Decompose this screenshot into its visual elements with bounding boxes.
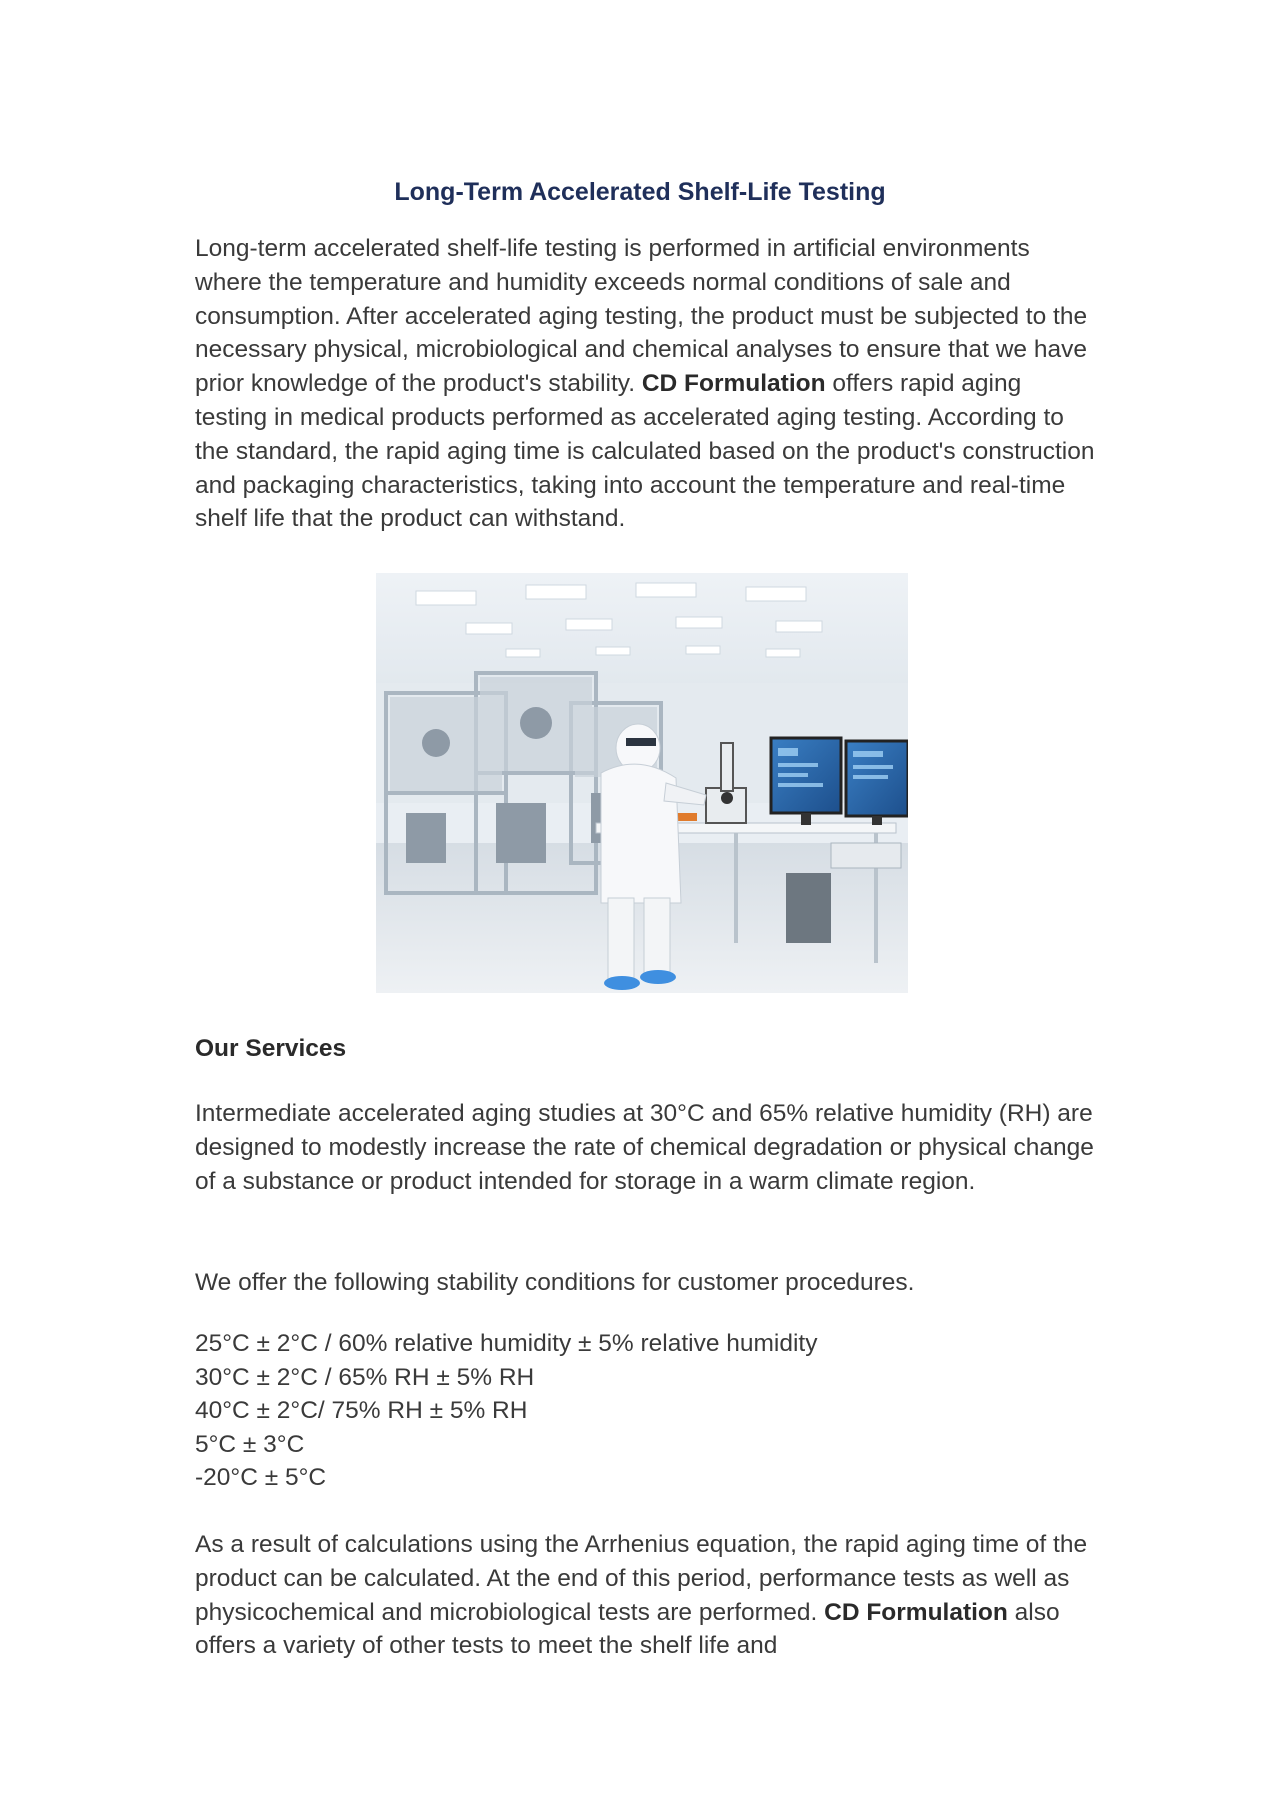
page-title: Long-Term Accelerated Shelf-Life Testing <box>394 178 886 206</box>
intro-text-start: Long-term accelerated shelf-life testing is performed in artificial environments where the temperature and humidity exceeds normal conditions of sale and consumption. After accelerated aging testing, the product must be subjected to the necessary physical, microbiological and chemical analyses to ensure that we have prior knowledge of the product's stability. <box>195 235 1088 398</box>
cleanroom-laboratory-photo <box>376 573 908 993</box>
closing-paragraph <box>195 1528 1100 1663</box>
list-item: 25°C ± 2°C / 60% relative humidity ± 5% relative humidity <box>195 1330 818 1357</box>
closing-text-start: As a result of calculations using the Arrhenius equation, the rapid aging time of the product can be calculated. At the end of this period, performance tests as well as physicochemical and microbiological tests are performed. <box>195 1531 1088 1626</box>
intro-text-end: offers rapid aging testing in medical products performed as accelerated aging testing. According to the standard, the rapid aging time is calculated based on the product's construction and packaging characteristics, taking into account the temperature and real-time shelf life that the product can withstand. <box>195 370 1095 533</box>
closing-brand-name: CD Formulation <box>824 1598 1008 1626</box>
services-paragraph-1: Intermediate accelerated aging studies at 30°C and 65% relative humidity (RH) are designed to modestly increase the rate of chemical degradation or physical change of a substance or product intended for storage in a warm climate region. <box>195 1100 1094 1195</box>
list-item: 5°C ± 3°C <box>195 1430 305 1458</box>
list-item: -20°C ± 5°C <box>195 1464 327 1492</box>
list-item: 30°C ± 2°C / 65% RH ± 5% RH <box>195 1363 535 1391</box>
services-paragraph-2: We offer the following stability conditions for customer procedures. <box>195 1269 915 1296</box>
list-item: 40°C ± 2°C/ 75% RH ± 5% RH <box>195 1397 528 1425</box>
services-heading: Our Services <box>195 1035 347 1062</box>
stability-conditions-list <box>195 1327 818 1495</box>
intro-brand-name: CD Formulation <box>641 370 826 398</box>
intro-paragraph <box>195 232 1100 536</box>
closing-text-end: also offers a variety of other tests to meet the shelf life and <box>195 1598 1060 1660</box>
